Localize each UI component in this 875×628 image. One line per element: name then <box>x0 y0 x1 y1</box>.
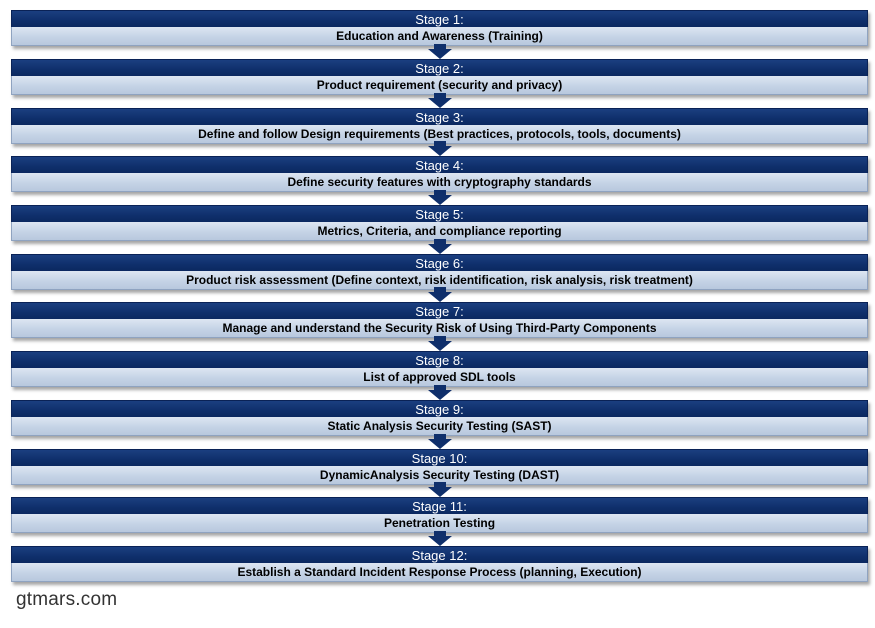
stage-description: Product risk assessment (Define context, risk identification, risk analysis, risk treatment) <box>11 271 868 290</box>
down-arrow-icon <box>427 93 453 108</box>
stage-10 <box>11 449 868 485</box>
stage-7 <box>11 302 868 338</box>
stage-title: Stage 9: <box>11 400 868 417</box>
site-watermark: gtmars.com <box>16 589 118 610</box>
stage-title: Stage 1: <box>11 10 868 27</box>
stage-title: Stage 11: <box>11 497 868 514</box>
stage-title: Stage 5: <box>11 205 868 222</box>
stage-title: Stage 12: <box>11 546 868 563</box>
down-arrow-icon <box>427 385 453 400</box>
down-arrow-icon <box>427 336 453 351</box>
stage-3 <box>11 108 868 144</box>
stage-description: DynamicAnalysis Security Testing (DAST) <box>11 466 868 485</box>
stage-title: Stage 2: <box>11 59 868 76</box>
down-arrow-icon <box>427 287 453 302</box>
stage-description: Define security features with cryptography standards <box>11 173 868 192</box>
stage-5 <box>11 205 868 241</box>
stage-1 <box>11 10 868 46</box>
stage-description: Define and follow Design requirements (Best practices, protocols, tools, documents) <box>11 125 868 144</box>
down-arrow-icon <box>427 434 453 449</box>
stage-title: Stage 10: <box>11 449 868 466</box>
stage-title: Stage 3: <box>11 108 868 125</box>
stage-6 <box>11 254 868 290</box>
stage-title: Stage 8: <box>11 351 868 368</box>
stage-description: Establish a Standard Incident Response Process (planning, Execution) <box>11 563 868 582</box>
stage-9 <box>11 400 868 436</box>
stage-2 <box>11 59 868 95</box>
stage-title: Stage 4: <box>11 156 868 173</box>
stage-description: Static Analysis Security Testing (SAST) <box>11 417 868 436</box>
stage-description: Manage and understand the Security Risk of Using Third-Party Components <box>11 319 868 338</box>
stage-4 <box>11 156 868 192</box>
down-arrow-icon <box>427 141 453 156</box>
stage-description: Metrics, Criteria, and compliance reporting <box>11 222 868 241</box>
stage-8 <box>11 351 868 387</box>
stage-11 <box>11 497 868 533</box>
stage-12 <box>11 546 868 582</box>
down-arrow-icon <box>427 239 453 254</box>
stage-description: Product requirement (security and privacy) <box>11 76 868 95</box>
stage-title: Stage 7: <box>11 302 868 319</box>
down-arrow-icon <box>427 190 453 205</box>
stage-description: List of approved SDL tools <box>11 368 868 387</box>
stage-title: Stage 6: <box>11 254 868 271</box>
down-arrow-icon <box>427 44 453 59</box>
down-arrow-icon <box>427 531 453 546</box>
down-arrow-icon <box>427 482 453 497</box>
stage-description: Education and Awareness (Training) <box>11 27 868 46</box>
stage-description: Penetration Testing <box>11 514 868 533</box>
